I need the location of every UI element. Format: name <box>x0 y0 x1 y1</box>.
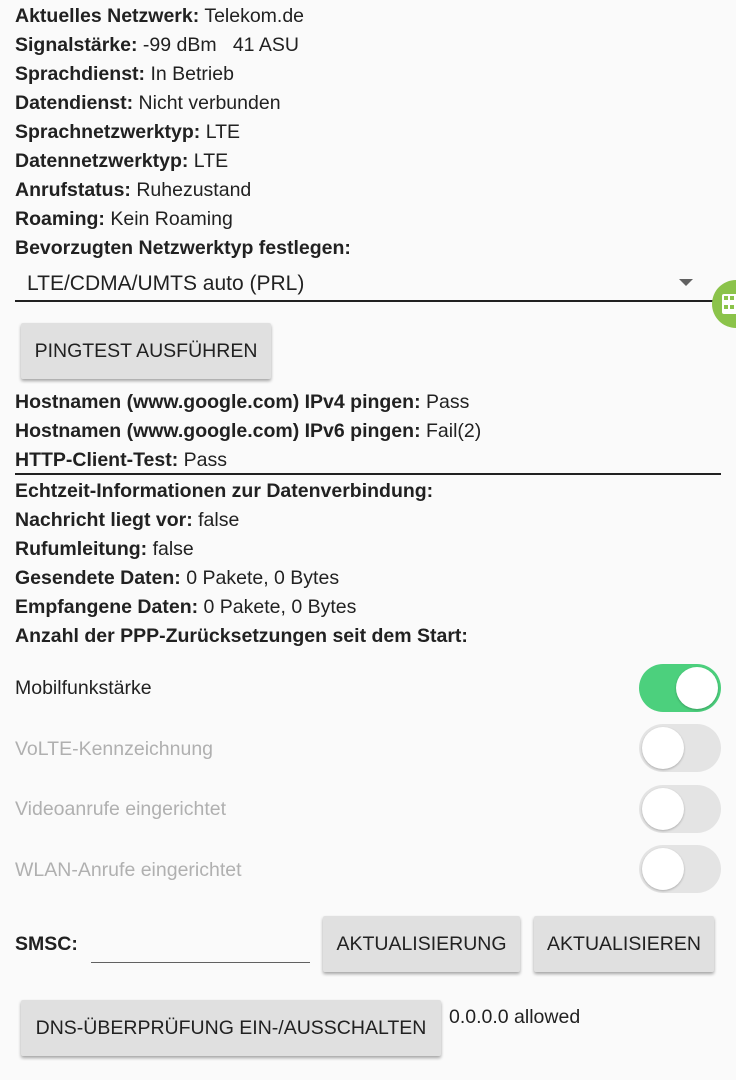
switch-knob <box>642 848 684 890</box>
toggle-label-wifi-calls: WLAN-Anrufe eingerichtet <box>15 859 242 881</box>
realtime-heading: Echtzeit-Informationen zur Datenverbindung: <box>15 480 434 502</box>
network-type-label: Bevorzugten Netzwerktyp festlegen: <box>15 237 351 259</box>
smsc-update-button[interactable]: AKTUALISIERUNG <box>323 916 520 972</box>
info-voice-network-type: Sprachnetzwerktyp: LTE <box>15 121 241 143</box>
info-signal-strength: Signalstärke: -99 dBm 41 ASU <box>15 34 299 56</box>
dns-check-toggle-button[interactable]: DNS-ÜBERPRÜFUNG EIN-/AUSSCHALTEN <box>21 1000 441 1056</box>
smsc-input[interactable] <box>91 928 310 963</box>
smsc-label: SMSC: <box>15 933 78 955</box>
http-client-test: HTTP-Client-Test: Pass <box>15 449 227 471</box>
smsc-refresh-button[interactable]: AKTUALISIEREN <box>534 916 714 972</box>
switch-knob <box>642 727 684 769</box>
info-data-service: Datendienst: Nicht verbunden <box>15 92 281 114</box>
wifi-calls-switch[interactable] <box>639 845 721 893</box>
info-data-network-type: Datennetzwerktyp: LTE <box>15 150 229 172</box>
mobile-radio-switch[interactable] <box>639 664 721 712</box>
dns-status: 0.0.0.0 allowed <box>449 1006 581 1028</box>
network-type-selected: LTE/CDMA/UMTS auto (PRL) <box>27 272 305 295</box>
info-current-network: Aktuelles Netzwerk: Telekom.de <box>15 5 305 27</box>
ping-ipv4: Hostnamen (www.google.com) IPv4 pingen: Pass <box>15 391 470 413</box>
video-calls-switch[interactable] <box>639 785 721 833</box>
switch-knob <box>642 788 684 830</box>
volte-switch[interactable] <box>639 724 721 772</box>
ping-test-button[interactable]: PINGTEST AUSFÜHREN <box>21 323 271 379</box>
realtime-received-data: Empfangene Daten: 0 Pakete, 0 Bytes <box>15 596 357 618</box>
network-type-spinner[interactable] <box>15 268 721 302</box>
switch-knob <box>676 667 718 709</box>
toggle-label-video-calls: Videoanrufe eingerichtet <box>15 798 227 820</box>
divider <box>15 473 721 475</box>
info-voice-service: Sprachdienst: In Betrieb <box>15 63 234 85</box>
ping-ipv6: Hostnamen (www.google.com) IPv6 pingen: Fail(2) <box>15 420 482 442</box>
toggle-label-volte: VoLTE-Kennzeichnung <box>15 738 214 760</box>
info-roaming: Roaming: Kein Roaming <box>15 208 233 230</box>
realtime-sent-data: Gesendete Daten: 0 Pakete, 0 Bytes <box>15 567 340 589</box>
realtime-message-waiting: Nachricht liegt vor: false <box>15 509 240 531</box>
realtime-call-forwarding: Rufumleitung: false <box>15 538 194 560</box>
ppp-reset-count: Anzahl der PPP-Zurücksetzungen seit dem Start: <box>15 625 468 647</box>
info-call-status: Anrufstatus: Ruhezustand <box>15 179 252 201</box>
dropdown-arrow-icon <box>679 279 693 286</box>
toggle-label-mobile-radio: Mobilfunkstärke <box>15 677 152 699</box>
